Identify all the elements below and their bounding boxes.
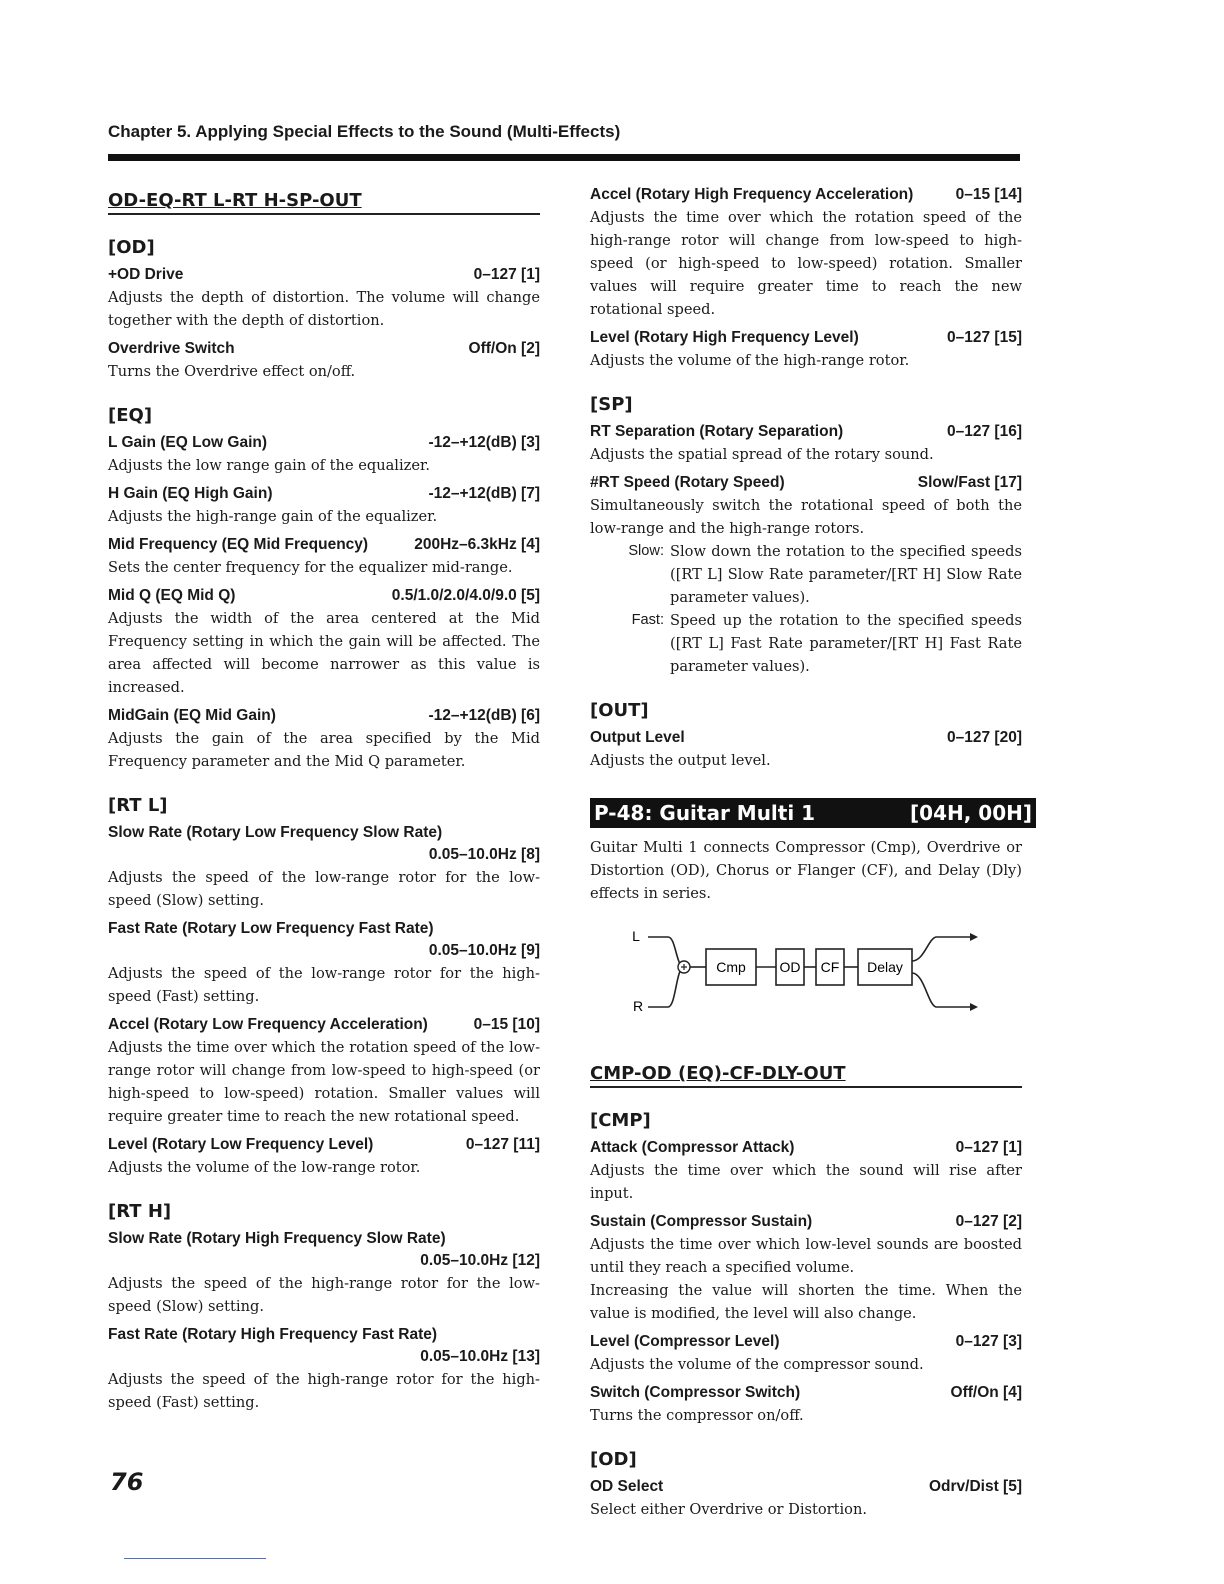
param-desc: Adjusts the width of the area centered at the Mid Frequency setting in which the gain will be affected. The area affected will become narrower as this value is increased. bbox=[108, 610, 540, 696]
param-mid-q: Mid Q (EQ Mid Q) 0.5/1.0/2.0/4.0/9.0 [5] bbox=[108, 587, 540, 604]
group-heading-out: [OUT] bbox=[590, 700, 649, 721]
input-l-line bbox=[648, 937, 684, 967]
param-desc: Adjusts the output level. bbox=[590, 752, 771, 769]
patch-title: P-48: Guitar Multi 1 bbox=[594, 801, 816, 825]
param-desc: Adjusts the spatial spread of the rotary sound. bbox=[590, 446, 934, 463]
param-desc: Increasing the value will shorten the time. When the value is modified, the level will also change. bbox=[590, 1282, 1022, 1322]
param-desc: Adjusts the time over which low-level sounds are boosted until they reach a specified volume. bbox=[590, 1236, 1022, 1276]
param-desc: Adjusts the volume of the high-range rotor. bbox=[590, 352, 910, 369]
param-desc: Adjusts the time over which the rotation speed of the low-range rotor will change from low-speed to high-speed (or high-speed to low-speed) rotation. Smaller values will require greater time to reach the new rotational speed. bbox=[108, 1039, 540, 1125]
param-output-level: Output Level 0–127 [20] bbox=[590, 729, 1022, 746]
param-desc: Adjusts the speed of the low-range rotor for the low-speed (Slow) setting. bbox=[108, 869, 540, 909]
param-desc: Adjusts the speed of the high-range rotor for the low-speed (Slow) setting. bbox=[108, 1275, 540, 1315]
output-l-line bbox=[912, 937, 970, 961]
input-r-line bbox=[648, 967, 684, 1007]
speed-option-fast: Fast: Speed up the rotation to the specified speeds ([RT L] Fast Rate parameter/[RT H] Fast Rate parameter values). bbox=[631, 612, 1022, 675]
output-r-arrow-icon bbox=[970, 1003, 978, 1011]
speed-option-slow: Slow: Slow down the rotation to the specified speeds ([RT L] Slow Rate parameter/[RT H] Slow Rate parameter values). bbox=[628, 543, 1022, 606]
patch-description: Guitar Multi 1 connects Compressor (Cmp), Overdrive or Distortion (OD), Chorus or Flanger (CF), and Delay (Dly) effects in series. bbox=[590, 839, 1022, 902]
param-cmp-sustain: Sustain (Compressor Sustain) 0–127 [2] bbox=[590, 1213, 1022, 1230]
param-desc: Adjusts the depth of distortion. The volume will change together with the depth of distortion. bbox=[108, 289, 540, 329]
patch-title-bar bbox=[590, 798, 1036, 828]
section-title: CMP-OD (EQ)-CF-DLY-OUT bbox=[590, 1063, 1022, 1088]
param-desc: Adjusts the volume of the compressor sound. bbox=[590, 1356, 924, 1373]
patch-code: [04H, 00H] bbox=[910, 801, 1032, 825]
left-column bbox=[108, 178, 540, 1414]
param-desc: Adjusts the low range gain of the equalizer. bbox=[108, 457, 430, 474]
param-desc: Adjusts the speed of the low-range rotor for the high-speed (Fast) setting. bbox=[108, 965, 540, 1005]
param-rt-separation: RT Separation (Rotary Separation) 0–127 [16] bbox=[590, 423, 1022, 440]
param-desc: Select either Overdrive or Distortion. bbox=[590, 1501, 868, 1518]
group-heading-sp: [SP] bbox=[590, 394, 633, 415]
input-l-label: L bbox=[632, 928, 640, 944]
param-overdrive-switch: Overdrive Switch Off/On [2] bbox=[108, 340, 540, 357]
param-rtl-fast-rate: Fast Rate (Rotary Low Frequency Fast Rate) 0.05–10.0Hz [9] bbox=[108, 920, 540, 959]
param-rt-speed: #RT Speed (Rotary Speed) Slow/Fast [17] bbox=[590, 474, 1022, 491]
block-delay-label: Delay bbox=[867, 959, 903, 975]
param-od-select: OD Select Odrv/Dist [5] bbox=[590, 1478, 1022, 1495]
param-l-gain: L Gain (EQ Low Gain) -12–+12(dB) [3] bbox=[108, 434, 540, 451]
group-heading-od: [OD] bbox=[590, 1449, 637, 1470]
group-heading-eq: [EQ] bbox=[108, 405, 153, 426]
section-title: OD-EQ-RT L-RT H-SP-OUT bbox=[108, 190, 540, 215]
param-desc: Turns the Overdrive effect on/off. bbox=[108, 363, 356, 380]
param-desc: Adjusts the time over which the rotation speed of the high-range rotor will change from low-speed to high-speed (or high-speed to low-speed) rotation. Smaller values will require greater time to reach the new rotational speed. bbox=[590, 209, 1022, 318]
param-od-drive: +OD Drive 0–127 [1] bbox=[108, 266, 540, 283]
param-cmp-attack: Attack (Compressor Attack) 0–127 [1] bbox=[590, 1139, 1022, 1156]
param-desc: Adjusts the high-range gain of the equalizer. bbox=[108, 508, 438, 525]
param-desc: Simultaneously switch the rotational speed of both the low-range and the high-range rotors. bbox=[590, 497, 1022, 537]
param-desc: Adjusts the time over which the sound will rise after input. bbox=[590, 1162, 1022, 1202]
param-rth-slow-rate: Slow Rate (Rotary High Frequency Slow Rate) 0.05–10.0Hz [12] bbox=[108, 1230, 540, 1269]
param-desc: Adjusts the gain of the area specified by the Mid Frequency parameter and the Mid Q parameter. bbox=[108, 730, 540, 770]
param-desc: Adjusts the volume of the low-range rotor. bbox=[108, 1159, 421, 1176]
param-desc: Adjusts the speed of the high-range rotor for the high-speed (Fast) setting. bbox=[108, 1371, 540, 1411]
param-rth-level: Level (Rotary High Frequency Level) 0–127 [15] bbox=[590, 329, 1022, 346]
block-cf-label: CF bbox=[820, 959, 840, 975]
param-rth-fast-rate: Fast Rate (Rotary High Frequency Fast Rate) 0.05–10.0Hz [13] bbox=[108, 1326, 540, 1365]
param-desc: Turns the compressor on/off. bbox=[590, 1407, 804, 1424]
param-rtl-slow-rate: Slow Rate (Rotary Low Frequency Slow Rate) 0.05–10.0Hz [8] bbox=[108, 824, 540, 863]
group-heading-cmp: [CMP] bbox=[590, 1110, 651, 1131]
block-od-label: OD bbox=[779, 959, 801, 975]
param-cmp-switch: Switch (Compressor Switch) Off/On [4] bbox=[590, 1384, 1022, 1401]
group-heading-rt-l: [RT L] bbox=[108, 795, 168, 816]
param-rtl-level: Level (Rotary Low Frequency Level) 0–127 [11] bbox=[108, 1136, 540, 1153]
chapter-title: Chapter 5. Applying Special Effects to the Sound (Multi-Effects) bbox=[108, 122, 621, 141]
group-heading-od: [OD] bbox=[108, 237, 155, 258]
output-l-arrow-icon bbox=[970, 933, 978, 941]
param-cmp-level: Level (Compressor Level) 0–127 [3] bbox=[590, 1333, 1022, 1350]
param-h-gain: H Gain (EQ High Gain) -12–+12(dB) [7] bbox=[108, 485, 540, 502]
input-r-label: R bbox=[632, 998, 644, 1014]
block-cmp-label: Cmp bbox=[716, 959, 746, 975]
footer-divider bbox=[124, 1558, 266, 1559]
signal-flow-diagram bbox=[590, 911, 1022, 1021]
header-rule bbox=[108, 154, 1020, 161]
page-number: 76 bbox=[110, 1468, 144, 1496]
param-rth-accel: Accel (Rotary High Frequency Acceleration) 0–15 [14] bbox=[590, 186, 1022, 203]
param-mid-gain: MidGain (EQ Mid Gain) -12–+12(dB) [6] bbox=[108, 707, 540, 724]
output-r-line bbox=[912, 973, 970, 1007]
param-rtl-accel: Accel (Rotary Low Frequency Acceleration) 0–15 [10] bbox=[108, 1016, 540, 1033]
right-column bbox=[590, 178, 1032, 1521]
param-desc: Sets the center frequency for the equalizer mid-range. bbox=[108, 559, 513, 576]
group-heading-rt-h: [RT H] bbox=[108, 1201, 172, 1222]
param-mid-frequency: Mid Frequency (EQ Mid Frequency) 200Hz–6.3kHz [4] bbox=[108, 536, 540, 553]
